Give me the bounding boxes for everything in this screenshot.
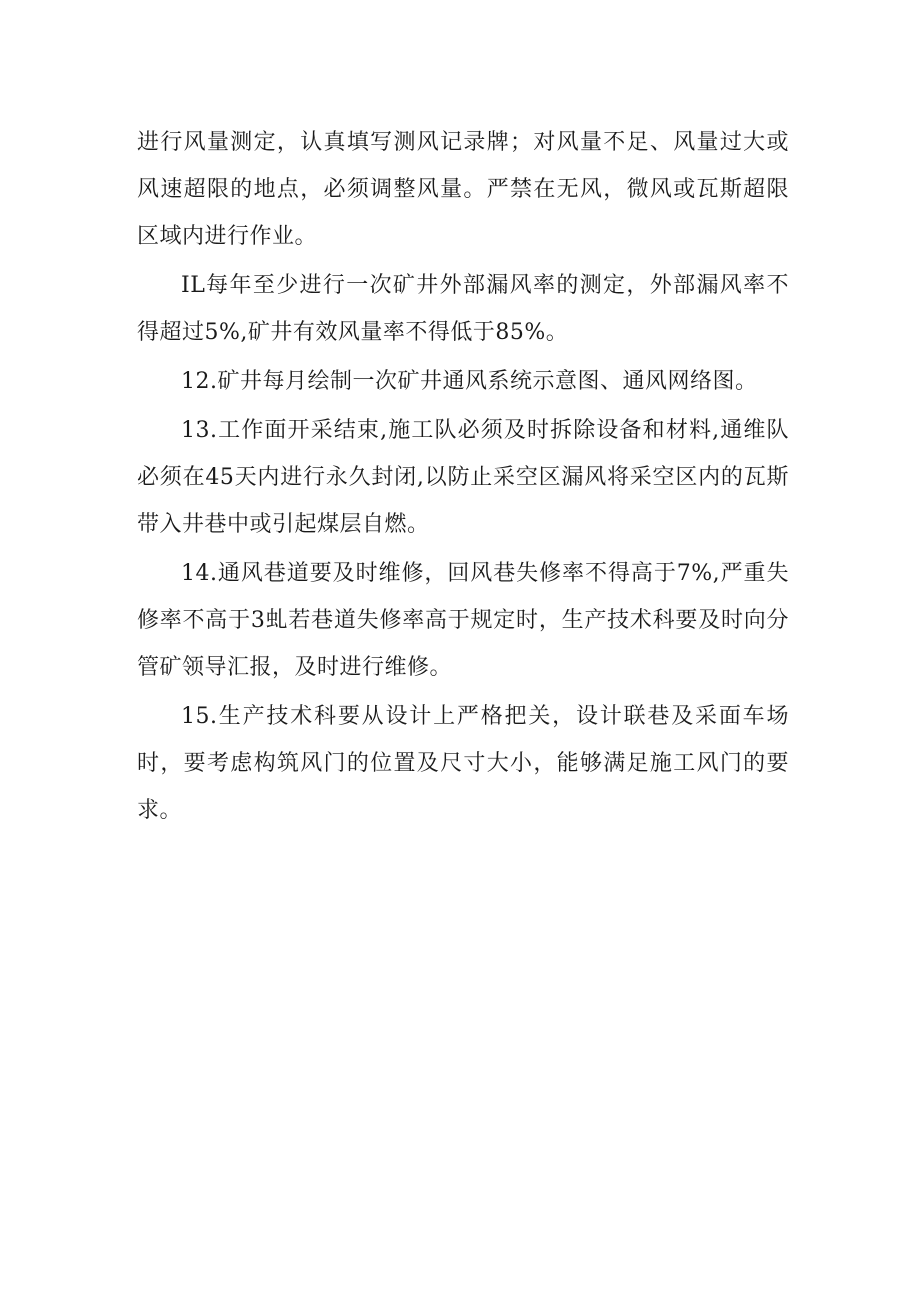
document-body <box>137 119 789 834</box>
paragraph-item-11: IL每年至少进行一次矿井外部漏风率的测定，外部漏风率不得超过5%,矿井有效风量率不得低于85%。 <box>137 273 789 345</box>
paragraph-item-13: 13.工作面开采结束,施工队必须及时拆除设备和材料,通维队必须在45天内进行永久封闭,以防止采空区漏风将采空区内的瓦斯带入井巷中或引起煤层自燃。 <box>137 418 789 537</box>
paragraph-continuation: 进行风量测定，认真填写测风记录牌；对风量不足、风量过大或风速超限的地点，必须调整风量。严禁在无风，微风或瓦斯超限区域内进行作业。 <box>137 130 789 249</box>
paragraph-item-15: 15.生产技术科要从设计上严格把关，设计联巷及采面车场时，要考虑构筑风门的位置及尺寸大小，能够满足施工风门的要求。 <box>137 704 789 823</box>
paragraph-item-14: 14.通风巷道要及时维修，回风巷失修率不得高于7%,严重失修率不高于3虬若巷道失修率高于规定时，生产技术科要及时向分管矿领导汇报，及时进行维修。 <box>137 561 789 680</box>
paragraph-item-12: 12.矿井每月绘制一次矿井通风系统示意图、通风网络图。 <box>181 369 758 394</box>
